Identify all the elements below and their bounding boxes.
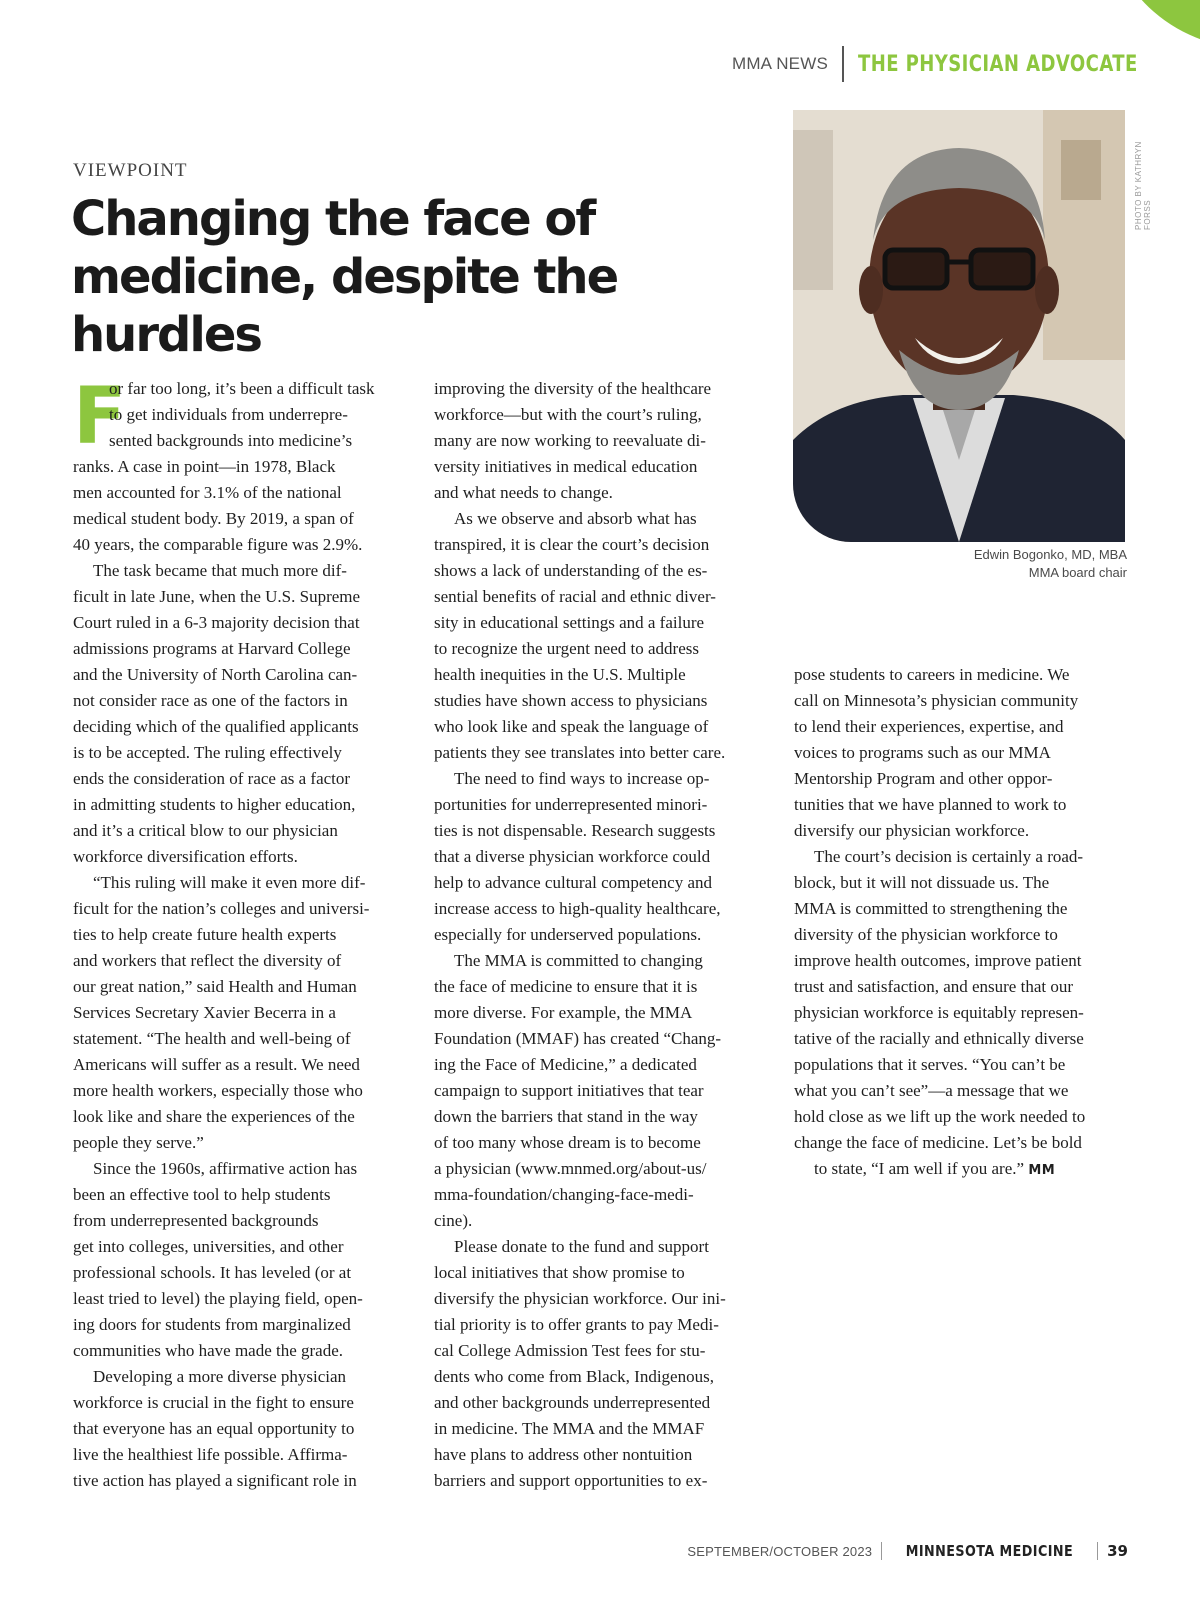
text-line: pose students to careers in medicine. We — [794, 665, 1070, 684]
text-line: sented backgrounds into medicine’s — [109, 431, 353, 450]
text-line: workforce is crucial in the fight to ensure — [73, 1393, 354, 1412]
text-line: down the barriers that stand in the way — [434, 1107, 698, 1126]
header-divider — [842, 46, 844, 82]
text-line: Since the 1960s, affirmative action has — [93, 1159, 358, 1178]
article-paragraph — [794, 844, 1124, 1184]
text-line: populations that it serves. “You can’t be — [794, 1055, 1066, 1074]
article-paragraph — [73, 454, 403, 558]
article-paragraph — [794, 662, 1124, 844]
text-line: increase access to high-quality healthcare, — [434, 899, 721, 918]
text-line: 40 years, the comparable figure was 2.9%. — [73, 535, 363, 554]
text-line: The need to find ways to increase op- — [454, 769, 710, 788]
text-line: ficult in late June, when the U.S. Supreme — [73, 587, 361, 606]
article-column-3 — [794, 662, 1124, 1184]
article-column-1 — [73, 372, 403, 1494]
text-line: As we observe and absorb what has — [454, 509, 697, 528]
text-line: to state, “I am well if you are.” — [814, 1159, 1025, 1178]
text-line: hold close as we lift up the work needed to — [794, 1107, 1086, 1126]
text-line: Services Secretary Xavier Becerra in a — [73, 1003, 336, 1022]
text-line: medical student body. By 2019, a span of — [73, 509, 354, 528]
text-line: transpired, it is clear the court’s decision — [434, 535, 710, 554]
text-line: in admitting students to higher education, — [73, 795, 356, 814]
text-line: barriers and support opportunities to ex- — [434, 1471, 708, 1490]
text-line: diversity of the physician workforce to — [794, 925, 1058, 944]
text-line: shows a lack of understanding of the es- — [434, 561, 708, 580]
portrait-photo — [793, 110, 1125, 542]
text-line: is to be accepted. The ruling effectively — [73, 743, 342, 762]
text-line: Americans will suffer as a result. We need — [73, 1055, 360, 1074]
text-line: call on Minnesota’s physician community — [794, 691, 1079, 710]
text-line: Mentorship Program and other oppor- — [794, 769, 1053, 788]
text-line: who look like and speak the language of — [434, 717, 709, 736]
text-line: of too many whose dream is to become — [434, 1133, 701, 1152]
text-line: ranks. A case in point—in 1978, Black — [73, 457, 336, 476]
headline-line: medicine, despite the — [71, 249, 618, 305]
article-paragraph — [73, 558, 403, 870]
text-line: or far too long, it’s been a difficult task — [109, 379, 375, 398]
text-line: mma-foundation/changing-face-medi- — [434, 1185, 694, 1204]
text-line: especially for underserved populations. — [434, 925, 702, 944]
text-line: least tried to level) the playing field, open- — [73, 1289, 363, 1308]
article-paragraph — [73, 1364, 403, 1494]
article-paragraph — [434, 376, 764, 506]
text-line: trust and satisfaction, and ensure that our — [794, 977, 1074, 996]
text-line: to get individuals from underrepre- — [109, 405, 348, 424]
text-line: change the face of medicine. Let’s be bold — [794, 1133, 1082, 1152]
header-column-name: THE PHYSICIAN ADVOCATE — [858, 51, 1138, 77]
headline-line: hurdles — [71, 307, 261, 363]
text-line: voices to programs such as our MMA — [794, 743, 1051, 762]
text-line: The court’s decision is certainly a road- — [814, 847, 1084, 866]
text-line: campaign to support initiatives that tear — [434, 1081, 704, 1100]
corner-decoration — [1110, 0, 1200, 50]
text-line: ficult for the nation’s colleges and universi- — [73, 899, 370, 918]
text-line: many are now working to reevaluate di- — [434, 431, 706, 450]
text-line: The task became that much more dif- — [93, 561, 347, 580]
portrait-illustration — [793, 110, 1125, 542]
text-line: more health workers, especially those who — [73, 1081, 363, 1100]
text-line: live the healthiest life possible. Affirma- — [73, 1445, 348, 1464]
text-line: not consider race as one of the factors in — [73, 691, 348, 710]
article-paragraph — [434, 948, 764, 1234]
text-line: ends the consideration of race as a factor — [73, 769, 351, 788]
text-line: The MMA is committed to changing — [454, 951, 703, 970]
text-line: local initiatives that show promise to — [434, 1263, 685, 1282]
text-line: a physician (www.mnmed.org/about-us/ — [434, 1159, 707, 1178]
text-line: tive action has played a significant role in — [73, 1471, 357, 1490]
text-line: been an effective tool to help students — [73, 1185, 331, 1204]
text-line: Please donate to the fund and support — [454, 1237, 709, 1256]
text-line: our great nation,” said Health and Human — [73, 977, 357, 996]
text-line: statement. “The health and well-being of — [73, 1029, 351, 1048]
text-line: cine). — [434, 1211, 473, 1230]
article-paragraph — [73, 1156, 403, 1364]
text-line: ties is not dispensable. Research suggests — [434, 821, 716, 840]
text-line: health inequities in the U.S. Multiple — [434, 665, 686, 684]
text-line: patients they see translates into better care. — [434, 743, 726, 762]
text-line: tial priority is to offer grants to pay Medi- — [434, 1315, 719, 1334]
article-paragraph — [434, 506, 764, 766]
text-line: and what needs to change. — [434, 483, 613, 502]
text-line: admissions programs at Harvard College — [73, 639, 351, 658]
page-number: 39 — [1107, 1542, 1128, 1560]
article-paragraph — [434, 766, 764, 948]
text-line: diversify the physician workforce. Our ini- — [434, 1289, 726, 1308]
text-line: help to advance cultural competency and — [434, 873, 713, 892]
text-line: the face of medicine to ensure that it is — [434, 977, 698, 996]
text-line: physician workforce is equitably represen- — [794, 1003, 1084, 1022]
text-line: MMA is committed to strengthening the — [794, 899, 1068, 918]
article-signoff: MM — [1028, 1163, 1056, 1178]
article-paragraph — [73, 870, 403, 1156]
headline-line: Changing the face of — [71, 191, 595, 247]
text-line: improving the diversity of the healthcare — [434, 379, 712, 398]
opening-paragraph — [73, 372, 403, 462]
article-headline — [71, 190, 631, 364]
text-line: more diverse. For example, the MMA — [434, 1003, 693, 1022]
text-line: improve health outcomes, improve patient — [794, 951, 1082, 970]
text-line: from underrepresented backgrounds — [73, 1211, 319, 1230]
caption-title: MMA board chair — [1028, 565, 1127, 580]
text-line: look like and share the experiences of the — [73, 1107, 355, 1126]
text-line: diversify our physician workforce. — [794, 821, 1030, 840]
text-line: what you can’t see”—a message that we — [794, 1081, 1069, 1100]
text-line: professional schools. It has leveled (or at — [73, 1263, 352, 1282]
article-kicker: VIEWPOINT — [73, 160, 188, 181]
text-line: get into colleges, universities, and other — [73, 1237, 344, 1256]
text-line: ing the Face of Medicine,” a dedicated — [434, 1055, 697, 1074]
footer-issue-date: SEPTEMBER/OCTOBER 2023 — [687, 1543, 873, 1559]
text-line: portunities for underrepresented minori- — [434, 795, 708, 814]
running-header — [731, 46, 1138, 82]
caption-name: Edwin Bogonko, MD, MBA — [973, 547, 1127, 562]
footer-divider — [1097, 1542, 1098, 1560]
text-line: and it’s a critical blow to our physician — [73, 821, 338, 840]
text-line: and workers that reflect the diversity of — [73, 951, 342, 970]
text-line: have plans to address other nontuition — [434, 1445, 693, 1464]
text-line: to lend their experiences, expertise, and — [794, 717, 1064, 736]
photo-caption — [974, 546, 1127, 582]
text-line: and other backgrounds underrepresented — [434, 1393, 711, 1412]
text-line: communities who have made the grade. — [73, 1341, 344, 1360]
text-line: men accounted for 3.1% of the national — [73, 483, 342, 502]
text-line: workforce diversification efforts. — [73, 847, 298, 866]
text-line: “This ruling will make it even more dif- — [93, 873, 366, 892]
drop-cap: F — [73, 372, 127, 462]
text-line: tative of the racially and ethnically diverse — [794, 1029, 1084, 1048]
text-line: tunities that we have planned to work to — [794, 795, 1067, 814]
article-column-2 — [434, 376, 764, 1494]
text-line: block, but it will not dissuade us. The — [794, 873, 1050, 892]
text-line: people they serve.” — [73, 1133, 204, 1152]
text-line: Court ruled in a 6-3 majority decision that — [73, 613, 360, 632]
text-line: that a diverse physician workforce could — [434, 847, 711, 866]
text-line: to recognize the urgent need to address — [434, 639, 699, 658]
text-line: that everyone has an equal opportunity to — [73, 1419, 355, 1438]
text-line: ties to help create future health experts — [73, 925, 337, 944]
footer-divider — [881, 1542, 882, 1560]
text-line: in medicine. The MMA and the MMAF — [434, 1419, 705, 1438]
text-line: Foundation (MMAF) has created “Chang- — [434, 1029, 722, 1048]
text-line: sential benefits of racial and ethnic diver- — [434, 587, 716, 606]
header-section: MMA NEWS — [731, 54, 828, 73]
text-line: dents who come from Black, Indigenous, — [434, 1367, 714, 1386]
text-line: sity in educational settings and a failure — [434, 613, 705, 632]
text-line: ing doors for students from marginalized — [73, 1315, 351, 1334]
photo-credit: PHOTO BY KATHRYN FORSS — [1134, 141, 1152, 230]
footer-magazine-name: MINNESOTA MEDICINE — [905, 1542, 1074, 1560]
text-line: workforce—but with the court’s ruling, — [434, 405, 702, 424]
text-line: cal College Admission Test fees for stu- — [434, 1341, 706, 1360]
text-line: studies have shown access to physicians — [434, 691, 708, 710]
text-line: deciding which of the qualified applicants — [73, 717, 359, 736]
closing-line — [794, 1156, 1124, 1184]
article-paragraph — [434, 1234, 764, 1494]
text-line: Developing a more diverse physician — [93, 1367, 347, 1386]
text-line: and the University of North Carolina can- — [73, 665, 358, 684]
page-footer — [687, 1542, 1128, 1560]
text-line: versity initiatives in medical education — [434, 457, 698, 476]
